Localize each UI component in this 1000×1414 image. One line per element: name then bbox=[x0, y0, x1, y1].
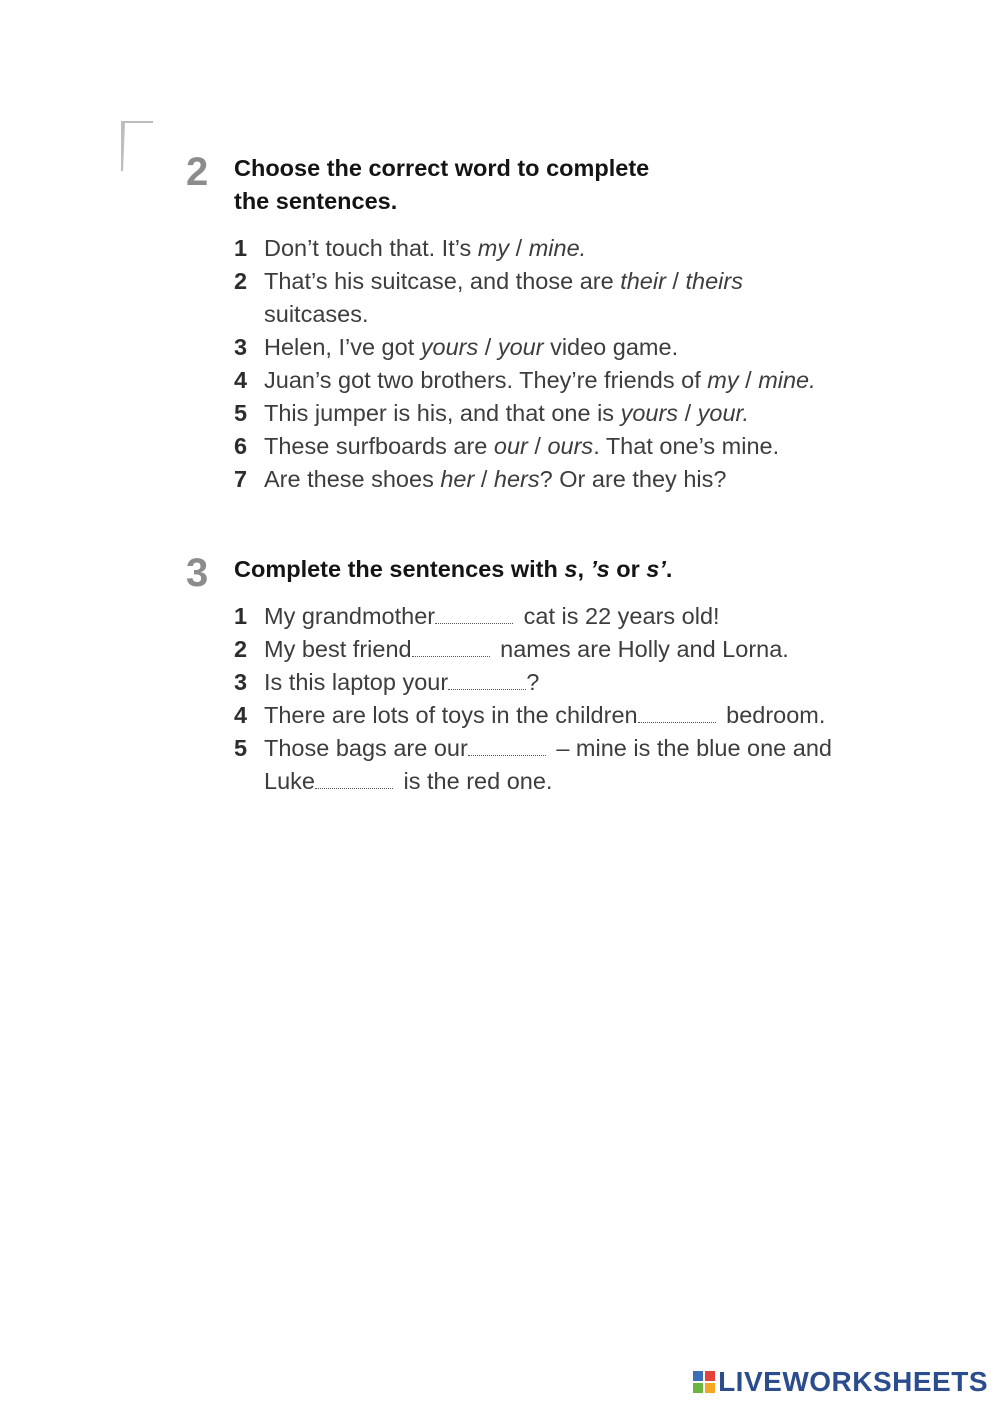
option-word[interactable]: their bbox=[620, 268, 666, 294]
exercise-title: Choose the correct word to complete the sentences. bbox=[234, 155, 650, 214]
answer-blank[interactable] bbox=[315, 768, 393, 789]
item-number: 4 bbox=[234, 702, 248, 728]
list-item: 2 That’s his suitcase, and those are their / theirs suitcases. bbox=[234, 265, 846, 331]
option-word[interactable]: mine. bbox=[758, 367, 816, 393]
list-item: 2 My best friend names are Holly and Lorna. bbox=[234, 633, 846, 666]
answer-blank[interactable] bbox=[638, 702, 716, 723]
liveworksheets-logo[interactable] bbox=[693, 1366, 988, 1398]
list-item: 6 These surfboards are our / ours. That one’s mine. bbox=[234, 430, 846, 463]
option-word[interactable]: ours bbox=[547, 433, 594, 459]
list-item: 3 Is this laptop your ? bbox=[234, 666, 846, 699]
option-word[interactable]: my bbox=[707, 367, 739, 393]
option-word[interactable]: mine. bbox=[528, 235, 587, 261]
list-item: 3 Helen, I’ve got yours / your video game. bbox=[234, 331, 846, 364]
option-word[interactable]: hers bbox=[493, 466, 540, 492]
answer-blank[interactable] bbox=[468, 735, 546, 756]
list-item: 7 Are these shoes her / hers? Or are they his? bbox=[234, 463, 846, 496]
exercise-items bbox=[234, 600, 846, 798]
option-word[interactable]: yours bbox=[420, 334, 479, 360]
logo-square bbox=[693, 1383, 703, 1393]
item-number: 3 bbox=[234, 334, 248, 360]
logo-square bbox=[705, 1371, 715, 1381]
item-number: 4 bbox=[234, 367, 248, 393]
exercise-title: Complete the sentences with s, ’s or s’. bbox=[234, 556, 673, 582]
exercise-3 bbox=[186, 553, 846, 798]
list-item: 1 Don’t touch that. It’s my / mine. bbox=[234, 232, 846, 265]
item-number: 5 bbox=[234, 400, 248, 426]
option-word[interactable]: your. bbox=[697, 400, 750, 426]
item-number: 1 bbox=[234, 603, 248, 629]
option-word[interactable]: her bbox=[440, 466, 475, 492]
list-item: 5 This jumper is his, and that one is yours / your. bbox=[234, 397, 846, 430]
option-word[interactable]: yours bbox=[620, 400, 679, 426]
list-item: 4 Juan’s got two brothers. They’re friends of my / mine. bbox=[234, 364, 846, 397]
exercise-number: 3 bbox=[186, 551, 209, 595]
logo-text: LIVEWORKSHEETS bbox=[718, 1366, 988, 1397]
exercise-number: 2 bbox=[186, 150, 209, 194]
item-number: 1 bbox=[234, 235, 248, 261]
answer-blank[interactable] bbox=[448, 669, 526, 690]
answer-blank[interactable] bbox=[435, 603, 513, 624]
list-item: 1 My grandmother cat is 22 years old! bbox=[234, 600, 846, 633]
logo-icon bbox=[693, 1371, 715, 1393]
answer-blank[interactable] bbox=[412, 636, 490, 657]
logo-square bbox=[705, 1383, 715, 1393]
corner-mark bbox=[121, 121, 153, 171]
list-item: 5 Those bags are our – mine is the blue one and Luke is the red one. bbox=[234, 732, 846, 798]
exercise-2 bbox=[186, 152, 846, 496]
item-number: 2 bbox=[234, 268, 248, 294]
item-number: 2 bbox=[234, 636, 248, 662]
list-item: 4 There are lots of toys in the children bedroom. bbox=[234, 699, 846, 732]
item-number: 5 bbox=[234, 735, 248, 761]
item-number: 7 bbox=[234, 466, 248, 492]
option-word[interactable]: my bbox=[477, 235, 510, 261]
exercise-items bbox=[234, 232, 846, 496]
option-word[interactable]: our bbox=[493, 433, 528, 459]
option-word[interactable]: theirs bbox=[685, 268, 743, 294]
option-word[interactable]: your bbox=[497, 334, 544, 360]
item-number: 6 bbox=[234, 433, 248, 459]
logo-square bbox=[693, 1371, 703, 1381]
item-number: 3 bbox=[234, 669, 248, 695]
